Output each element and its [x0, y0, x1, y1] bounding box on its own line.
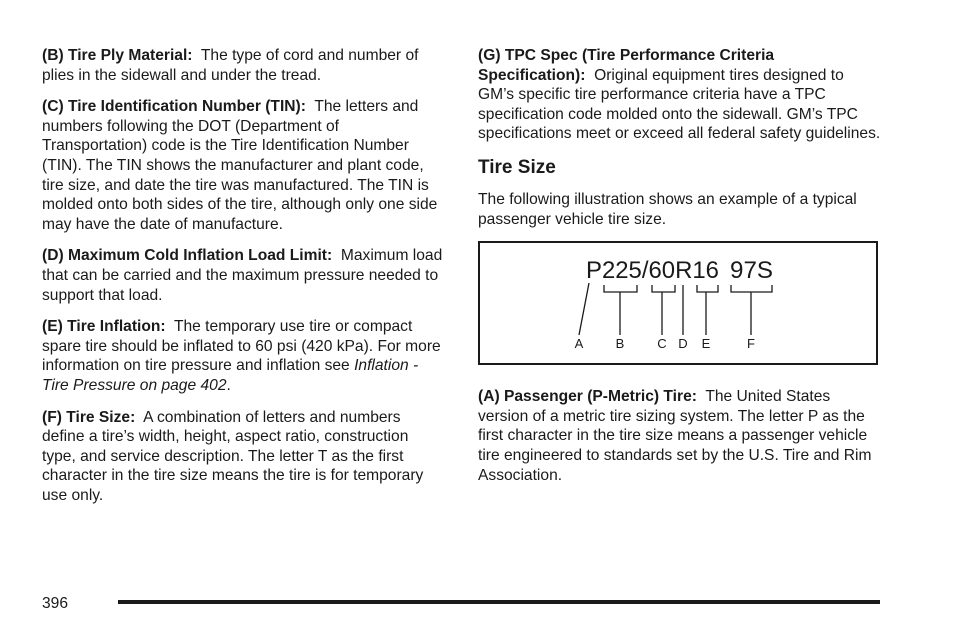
- item-b-term: (B) Tire Ply Material:: [42, 47, 193, 64]
- footer-rule: [118, 600, 880, 604]
- item-e: [42, 317, 446, 395]
- item-e-text: The temporary use tire or compact spare tire should be inflated to 60 psi (420 kPa). For more information on tire pressure and inflation see: [42, 318, 441, 375]
- item-e-after: .: [226, 376, 231, 394]
- item-a: [478, 387, 884, 485]
- item-a-text: The United States version of a metric tire sizing system. The letter P as the first character in the tire size means a passenger vehicle tire engineered to standards set by the U.S. Tire and Rim Association.: [478, 388, 872, 484]
- callout-label-e: E: [701, 336, 711, 352]
- tire-code-text: P225/60R16: [586, 257, 719, 285]
- item-g-text: Original equipment tires designed to GM’s specific tire performance criteria have a TPC specification code molded onto the sidewall. GM’s TPC specifications meet or exceed all federal safety guidelines.: [478, 66, 881, 143]
- right-column: [478, 46, 884, 497]
- item-d: [42, 246, 446, 305]
- item-f-text: A combination of letters and numbers define a tire’s width, height, aspect ratio, construction type, and service description. The letter T as the first character in the tire size means the tire is for temporary use only.: [42, 408, 424, 504]
- callout-label-c: C: [657, 336, 667, 352]
- callout-line-a: [579, 283, 589, 335]
- inflation-reference-link[interactable]: Inflation - Tire Pressure on page 402: [42, 357, 419, 394]
- item-d-text: Maximum load that can be carried and the maximum pressure needed to support that load.: [42, 247, 443, 304]
- page-number: 396: [42, 595, 69, 612]
- callout-label-a: A: [574, 336, 584, 352]
- item-d-term: (D) Maximum Cold Inflation Load Limit:: [42, 247, 333, 265]
- intro-text: The following illustration shows an example of a typical passenger vehicle tire size.: [478, 190, 857, 228]
- item-f-term: (F) Tire Size:: [42, 408, 136, 426]
- left-column: [42, 46, 446, 517]
- tire-size-illustration: [478, 241, 878, 365]
- section-heading: Tire Size: [478, 156, 556, 178]
- callout-bracket-b: [604, 285, 637, 335]
- item-a-term: (A) Passenger (P-Metric) Tire:: [478, 388, 697, 406]
- item-g-term: (G) TPC Spec (Tire Performance Criteria Specification):: [478, 47, 775, 84]
- item-f: [42, 408, 446, 506]
- service-code-text: 97S: [730, 257, 773, 285]
- callout-bracket-f: [731, 285, 772, 335]
- item-c: [42, 97, 446, 234]
- callout-bracket-c: [652, 285, 675, 335]
- callout-bracket-e: [697, 285, 718, 335]
- item-c-text: The letters and numbers following the DOT (Department of Transportation) code is the Tire Identification Number (TIN). The TIN shows the manufacturer and plant code, tire size, and date the tire was manufactured. The TIN is molded onto both sides of the tire, although only one side may have the date of manufacture.: [42, 98, 438, 233]
- item-g: [478, 46, 884, 144]
- callout-label-f: F: [747, 336, 755, 352]
- callout-label-b: B: [615, 336, 625, 352]
- item-e-term: (E) Tire Inflation:: [42, 318, 166, 336]
- item-b-text: The type of cord and number of plies in the sidewall and under the tread.: [42, 47, 419, 84]
- item-b: [42, 46, 446, 85]
- tire-size-diagram: [480, 243, 880, 367]
- callout-label-d: D: [678, 336, 688, 352]
- item-c-term: (C) Tire Identification Number (TIN):: [42, 98, 306, 116]
